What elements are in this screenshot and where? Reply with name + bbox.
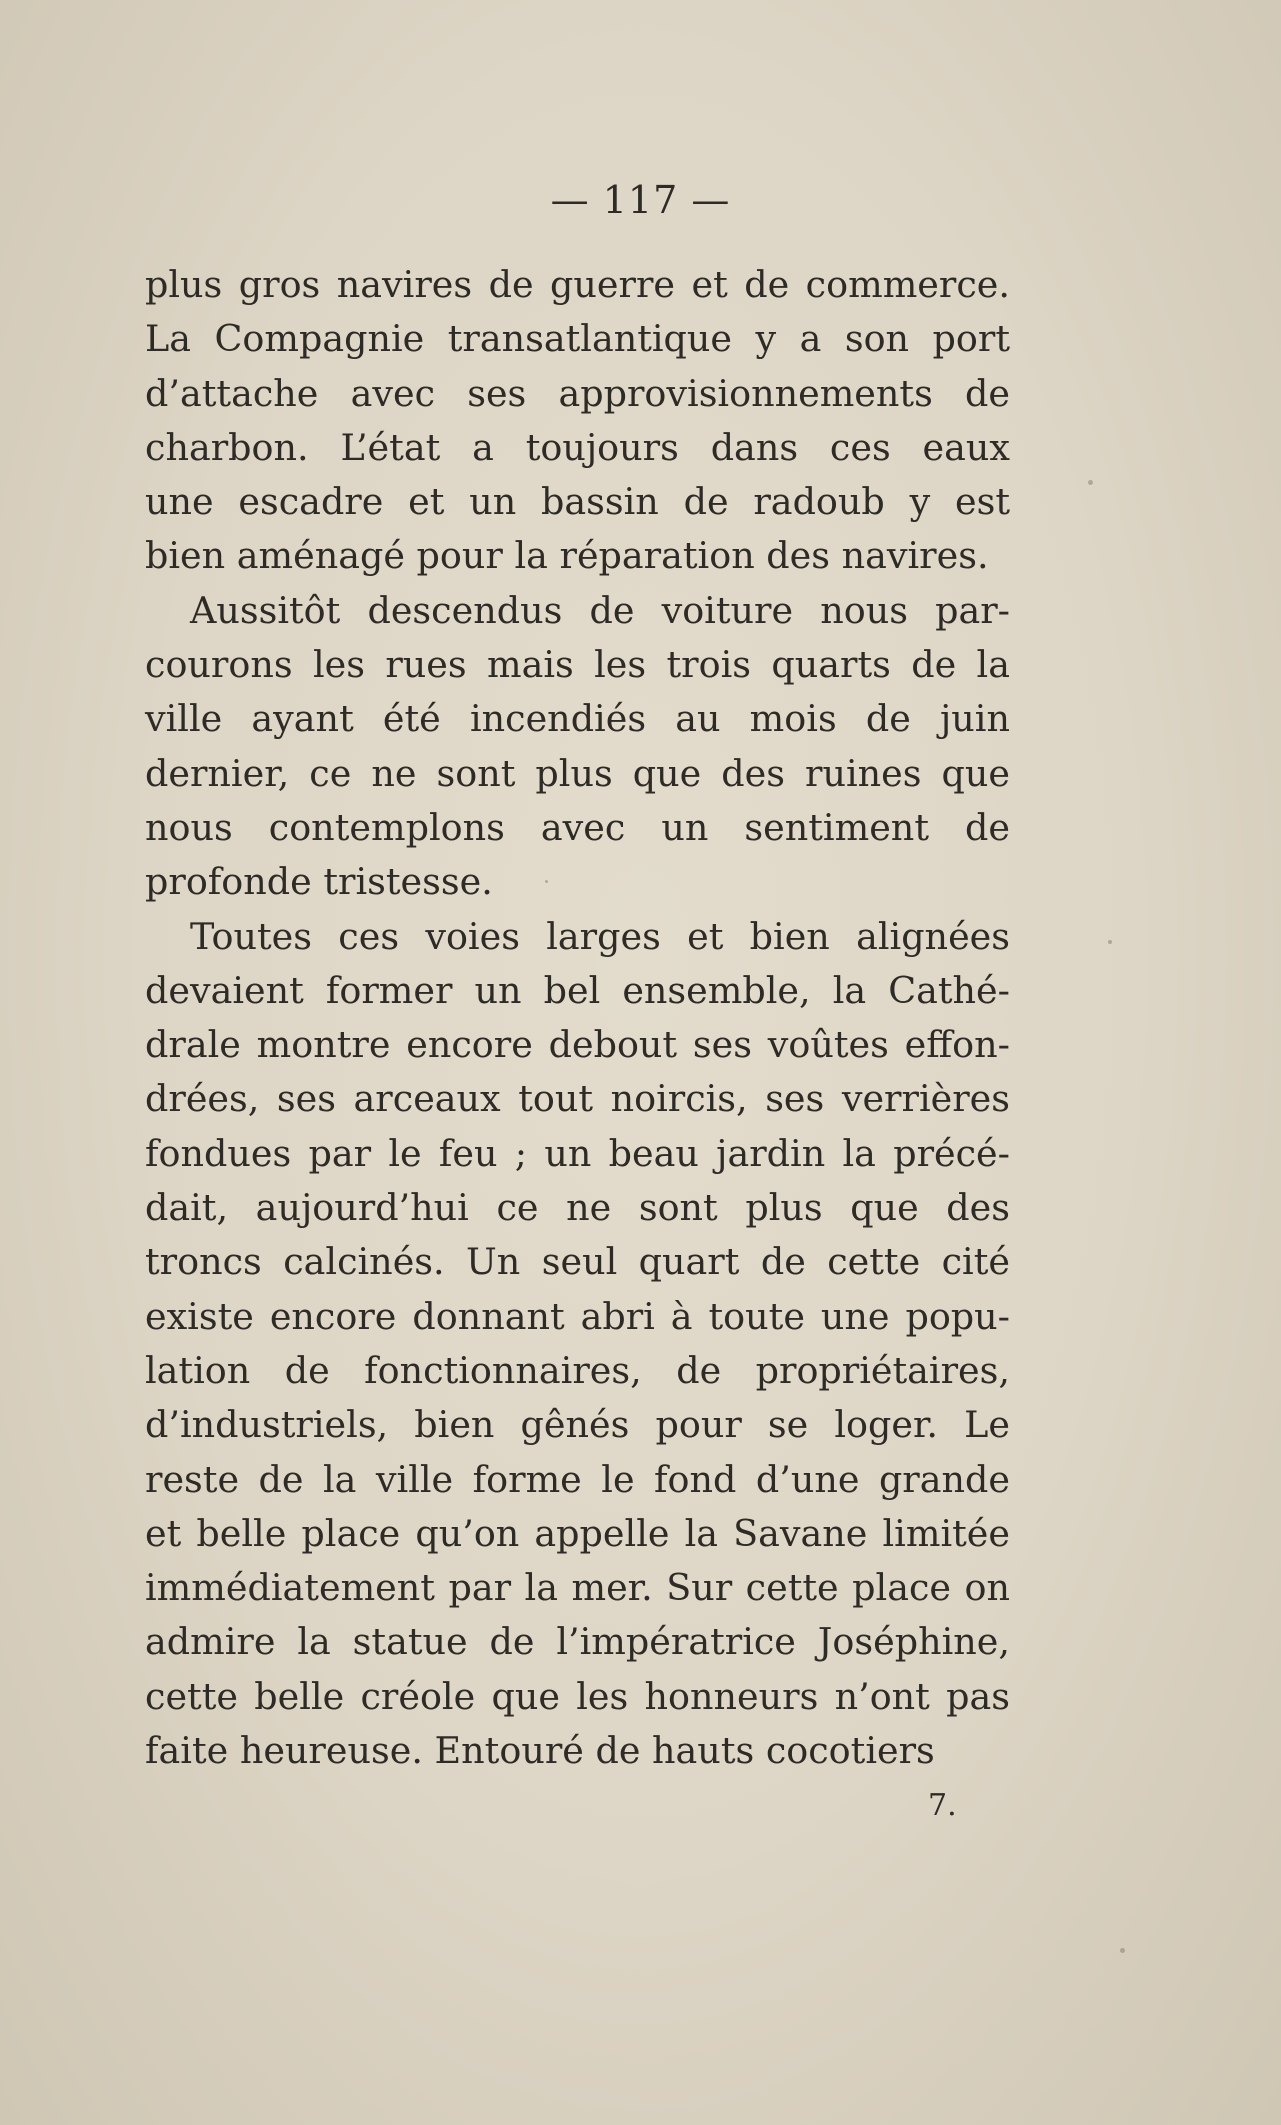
paper-speck xyxy=(1120,1948,1125,1953)
paper-speck xyxy=(1108,940,1112,944)
text-line: dernier, ce ne sont plus que des ruines que xyxy=(145,751,1010,795)
paper-speck xyxy=(545,880,548,883)
paper-speck xyxy=(1088,480,1093,485)
text-line: drale montre encore debout ses voûtes effon- xyxy=(145,1023,1010,1067)
text-line: une escadre et un bassin de radoub y est xyxy=(145,480,1010,524)
signature-mark: 7. xyxy=(928,1788,957,1823)
text-line: profonde tristesse. xyxy=(145,860,493,904)
text-line: reste de la ville forme le fond d’une grande xyxy=(145,1457,1010,1501)
text-line: La Compagnie transatlantique y a son port xyxy=(145,317,1010,361)
text-line: bien aménagé pour la réparation des navires. xyxy=(145,534,989,578)
text-line: admire la statue de l’impératrice Joséphine, xyxy=(145,1620,1010,1664)
text-line: devaient former un bel ensemble, la Cathé- xyxy=(145,968,1010,1012)
text-line: nous contemplons avec un sentiment de xyxy=(145,805,1010,849)
text-line: troncs calcinés. Un seul quart de cette cité xyxy=(145,1240,1010,1284)
text-line: ville ayant été incendiés au mois de juin xyxy=(145,697,1010,741)
text-line: faite heureuse. Entouré de hauts cocotiers xyxy=(145,1729,935,1773)
text-line: charbon. L’état a toujours dans ces eaux xyxy=(145,425,1010,469)
text-line: cette belle créole que les honneurs n’ont pas xyxy=(145,1674,1010,1718)
text-line: fondues par le feu ; un beau jardin la précé- xyxy=(145,1131,1010,1175)
text-line: Toutes ces voies larges et bien alignées xyxy=(190,914,1010,958)
page-body-text xyxy=(145,258,1010,1778)
text-line: lation de fonctionnaires, de propriétaires, xyxy=(145,1348,1010,1392)
text-line: immédiatement par la mer. Sur cette place on xyxy=(145,1566,1010,1610)
text-line: dait, aujourd’hui ce ne sont plus que des xyxy=(145,1186,1010,1230)
text-line: existe encore donnant abri à toute une popu- xyxy=(145,1294,1010,1338)
text-line: Aussitôt descendus de voiture nous par- xyxy=(190,588,1010,632)
text-line: d’attache avec ses approvisionnements de xyxy=(145,371,1010,415)
text-line: et belle place qu’on appelle la Savane limitée xyxy=(145,1511,1010,1555)
text-line: plus gros navires de guerre et de commerce. xyxy=(145,263,1010,306)
text-line: drées, ses arceaux tout noircis, ses verrières xyxy=(145,1077,1010,1121)
text-line: d’industriels, bien gênés pour se loger. Le xyxy=(145,1403,1010,1447)
page-number-header: — 117 — xyxy=(550,178,731,222)
text-line: courons les rues mais les trois quarts de la xyxy=(145,643,1010,687)
